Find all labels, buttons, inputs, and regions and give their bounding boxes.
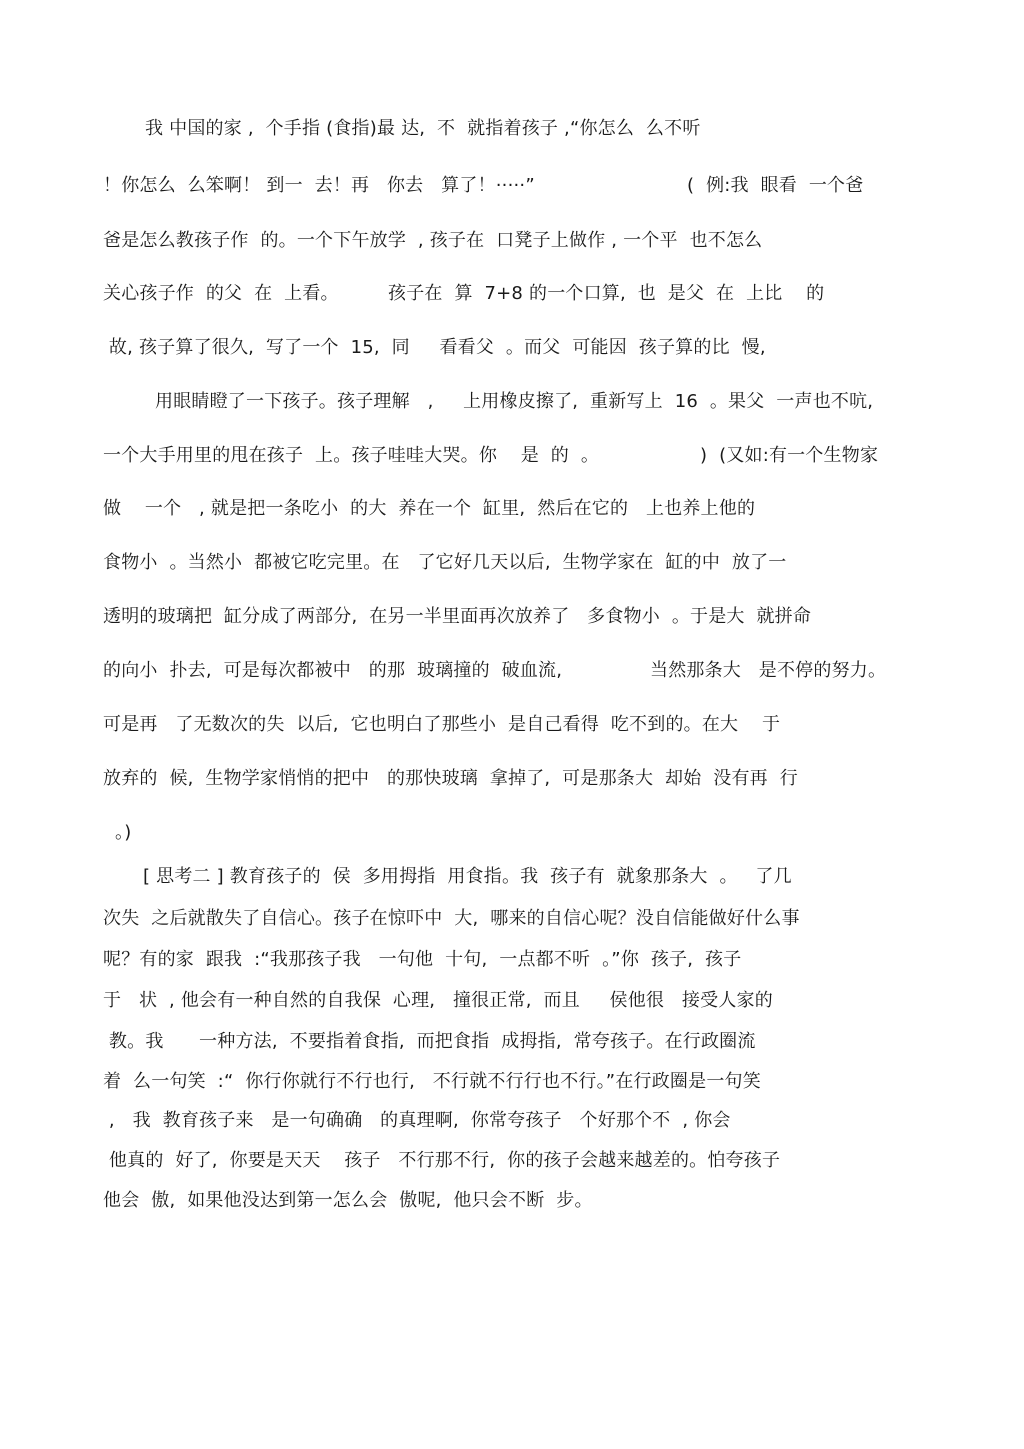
- text-line: 的向小 扑去, 可是每次都被中 的那 玻璃撞的 破血流,: [103, 660, 563, 681]
- text-line: 爸是怎么教孩子作 的。一个下午放学 , 孩子在 口凳子上做作 , 一个平 也不怎么: [103, 230, 763, 251]
- text-line: 于 状 , 他会有一种自然的自我保 心理, 撞很正常, 而且 侯他很 接受人家的: [103, 990, 773, 1011]
- text-line: 当然那条大 是不停的努力。: [650, 660, 887, 681]
- text-line: 教。我 一种方法, 不要指着食指, 而把食指 成拇指, 常夸孩子。在行政圈流: [103, 1031, 756, 1052]
- text-line: 透明的玻璃把 缸分成了两部分, 在另一半里面再次放养了 多食物小 。于是大 就拼命: [103, 606, 812, 627]
- text-line: 食物小 。当然小 都被它吃完里。在 了它好几天以后, 生物学家在 缸的中 放了一: [103, 552, 787, 573]
- text-line: 孩子在 算 7+8 的一个口算, 也 是父 在 上比 的: [388, 283, 825, 304]
- text-line: 着 么一句笑 :“ 你行你就行不行也行, 不行就不行行也不行。”在行政圈是一句笑: [103, 1071, 761, 1092]
- text-line: 可是再 了无数次的失 以后, 它也明白了那些小 是自己看得 吃不到的。在大 于: [103, 714, 781, 735]
- text-line: 关心孩子作 的父 在 上看。: [103, 283, 339, 304]
- text-line: 他会 傲, 如果他没达到第一怎么会 傲呢, 他只会不断 步。: [103, 1190, 593, 1211]
- text-line: 次失 之后就散失了自信心。孩子在惊吓中 大, 哪来的自信心呢？没自信能做好什么事: [103, 908, 800, 929]
- text-line: ) (又如:有一个生物家: [700, 445, 879, 466]
- text-line: 放弃的 候, 生物学家悄悄的把中 的那快玻璃 拿掉了, 可是那条大 却始 没有再 行: [103, 768, 798, 789]
- text-line: 用眼睛瞪了一下孩子。孩子理解 , 上用橡皮擦了, 重新写上 16 。果父 一声也不吭,: [155, 391, 874, 412]
- text-line: 一个大手用里的甩在孩子 上。孩子哇哇大哭。你 是 的 。: [103, 445, 600, 466]
- text-line: [ 思考二 ] 教育孩子的 侯 多用拇指 用食指。我 孩子有 就象那条大 。 了几: [143, 866, 792, 887]
- text-line: 。): [115, 822, 132, 843]
- text-line: 故, 孩子算了很久, 写了一个 15, 同 看看父 。而父 可能因 孩子算的比 慢,: [103, 337, 766, 358]
- text-line: 做 一个 , 就是把一条吃小 的大 养在一个 缸里, 然后在它的 上也养上他的: [103, 498, 756, 519]
- text-line: , 我 教育孩子来 是一句确确 的真理啊, 你常夸孩子 个好那个不 , 你会: [103, 1110, 731, 1131]
- text-line: 我 中国的家 , 个手指 (食指)最 达, 不 就指着孩子 ,“你怎么 么不听: [145, 118, 701, 139]
- text-line: ( 例:我 眼看 一个爸: [687, 175, 864, 196]
- text-line: 呢？有的家 跟我 :“我那孩子我 一句他 十句, 一点都不听 。”你 孩子, 孩子: [103, 949, 742, 970]
- text-line: 他真的 好了, 你要是天天 孩子 不行那不行, 你的孩子会越来越差的。怕夸孩子: [103, 1150, 781, 1171]
- text-line: ！你怎么 么笨啊！ 到一 去！再 你去 算了！·····”: [103, 175, 535, 196]
